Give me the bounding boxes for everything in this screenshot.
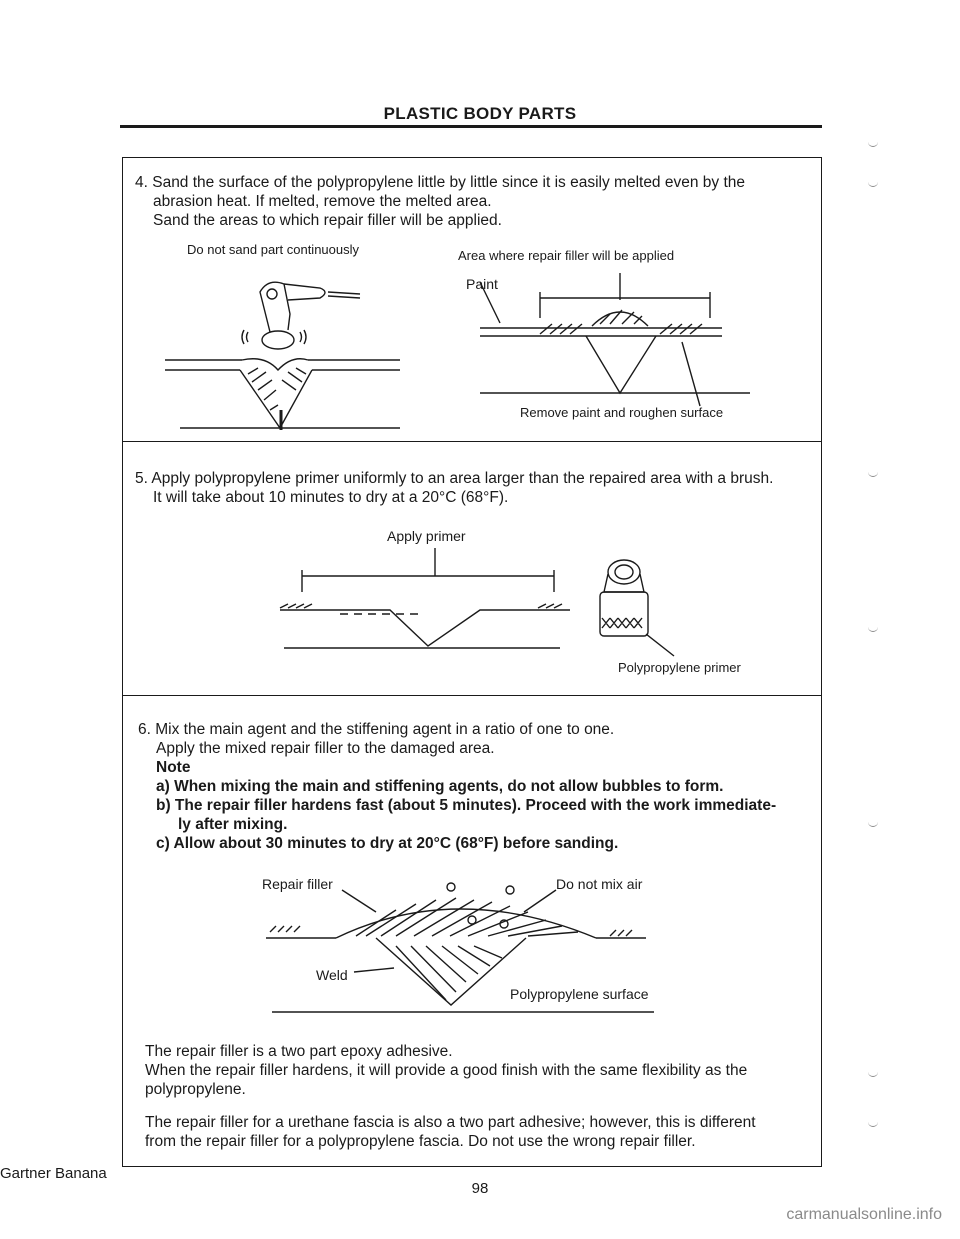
label-no-air: Do not mix air bbox=[556, 876, 643, 892]
margin-mark bbox=[868, 470, 878, 477]
paragraph-line: from the repair filler for a polypropylene fascia. Do not use the wrong repair filler. bbox=[145, 1133, 696, 1150]
step-6-line: Apply the mixed repair filler to the damaged area. bbox=[156, 740, 495, 757]
note-c: c) Allow about 30 minutes to dry at 20°C (68°F) before sanding. bbox=[156, 835, 619, 852]
step-4-text bbox=[135, 173, 745, 230]
label-apply-primer: Apply primer bbox=[387, 528, 466, 544]
step-5-text bbox=[135, 469, 773, 507]
label-repair-filler: Repair filler bbox=[262, 876, 333, 892]
margin-mark bbox=[868, 1120, 878, 1127]
fig4-right-caption: Area where repair filler will be applied bbox=[458, 248, 675, 263]
note-label: Note bbox=[156, 759, 191, 776]
paragraph-line: When the repair filler hardens, it will provide a good finish with the same flexibility as the bbox=[145, 1062, 748, 1079]
label-pp-surface: Polypropylene surface bbox=[510, 986, 649, 1002]
margin-mark bbox=[868, 625, 878, 632]
section-divider-1 bbox=[122, 441, 822, 442]
page-title: PLASTIC BODY PARTS bbox=[383, 104, 577, 123]
margin-mark bbox=[868, 180, 878, 187]
watermark: carmanualsonline.info bbox=[786, 1206, 942, 1223]
section-divider-2 bbox=[122, 695, 822, 696]
footer-brand: Gartner Banana bbox=[0, 1165, 107, 1182]
primer-can-icon bbox=[594, 552, 704, 662]
header-rule bbox=[120, 125, 822, 128]
step-6-line: 6. Mix the main agent and the stiffening agent in a ratio of one to one. bbox=[138, 721, 615, 738]
label-paint: Paint bbox=[466, 276, 498, 292]
sanding-diagram bbox=[160, 270, 410, 440]
step-4-line: Sand the areas to which repair filler will be applied. bbox=[153, 212, 502, 229]
fig4-left-caption: Do not sand part continuously bbox=[187, 242, 359, 257]
step-4-line: abrasion heat. If melted, remove the melted area. bbox=[153, 193, 492, 210]
note-b: b) The repair filler hardens fast (about 5 minutes). Proceed with the work immediate- bbox=[156, 797, 777, 814]
step-5-line: 5. Apply polypropylene primer uniformly to an area larger than the repaired area with a brush. bbox=[135, 470, 774, 487]
paragraph-epoxy bbox=[145, 1042, 810, 1099]
paragraph-line: The repair filler for a urethane fascia is also a two part adhesive; however, this is different bbox=[145, 1114, 756, 1131]
margin-mark bbox=[868, 1070, 878, 1077]
primer-diagram bbox=[280, 548, 580, 658]
filler-diagram bbox=[266, 880, 666, 1020]
step-4-line: 4. Sand the surface of the polypropylene little by little since it is easily melted even by the bbox=[135, 174, 746, 191]
repair-area-diagram bbox=[470, 268, 760, 408]
margin-mark bbox=[868, 820, 878, 827]
label-weld: Weld bbox=[316, 967, 348, 983]
paragraph-line: The repair filler is a two part epoxy adhesive. bbox=[145, 1043, 453, 1060]
note-b-cont: ly after mixing. bbox=[178, 816, 288, 833]
paragraph-urethane bbox=[145, 1113, 810, 1151]
step-5-line: It will take about 10 minutes to dry at a 20°C (68°F). bbox=[153, 489, 509, 506]
step-6-text bbox=[138, 720, 776, 853]
label-remove-paint: Remove paint and roughen surface bbox=[520, 405, 724, 420]
page-number: 98 bbox=[471, 1180, 489, 1197]
label-pp-primer: Polypropylene primer bbox=[618, 660, 741, 675]
paragraph-line: polypropylene. bbox=[145, 1081, 246, 1098]
margin-mark bbox=[868, 140, 878, 147]
note-a: a) When mixing the main and stiffening agents, do not allow bubbles to form. bbox=[156, 778, 724, 795]
